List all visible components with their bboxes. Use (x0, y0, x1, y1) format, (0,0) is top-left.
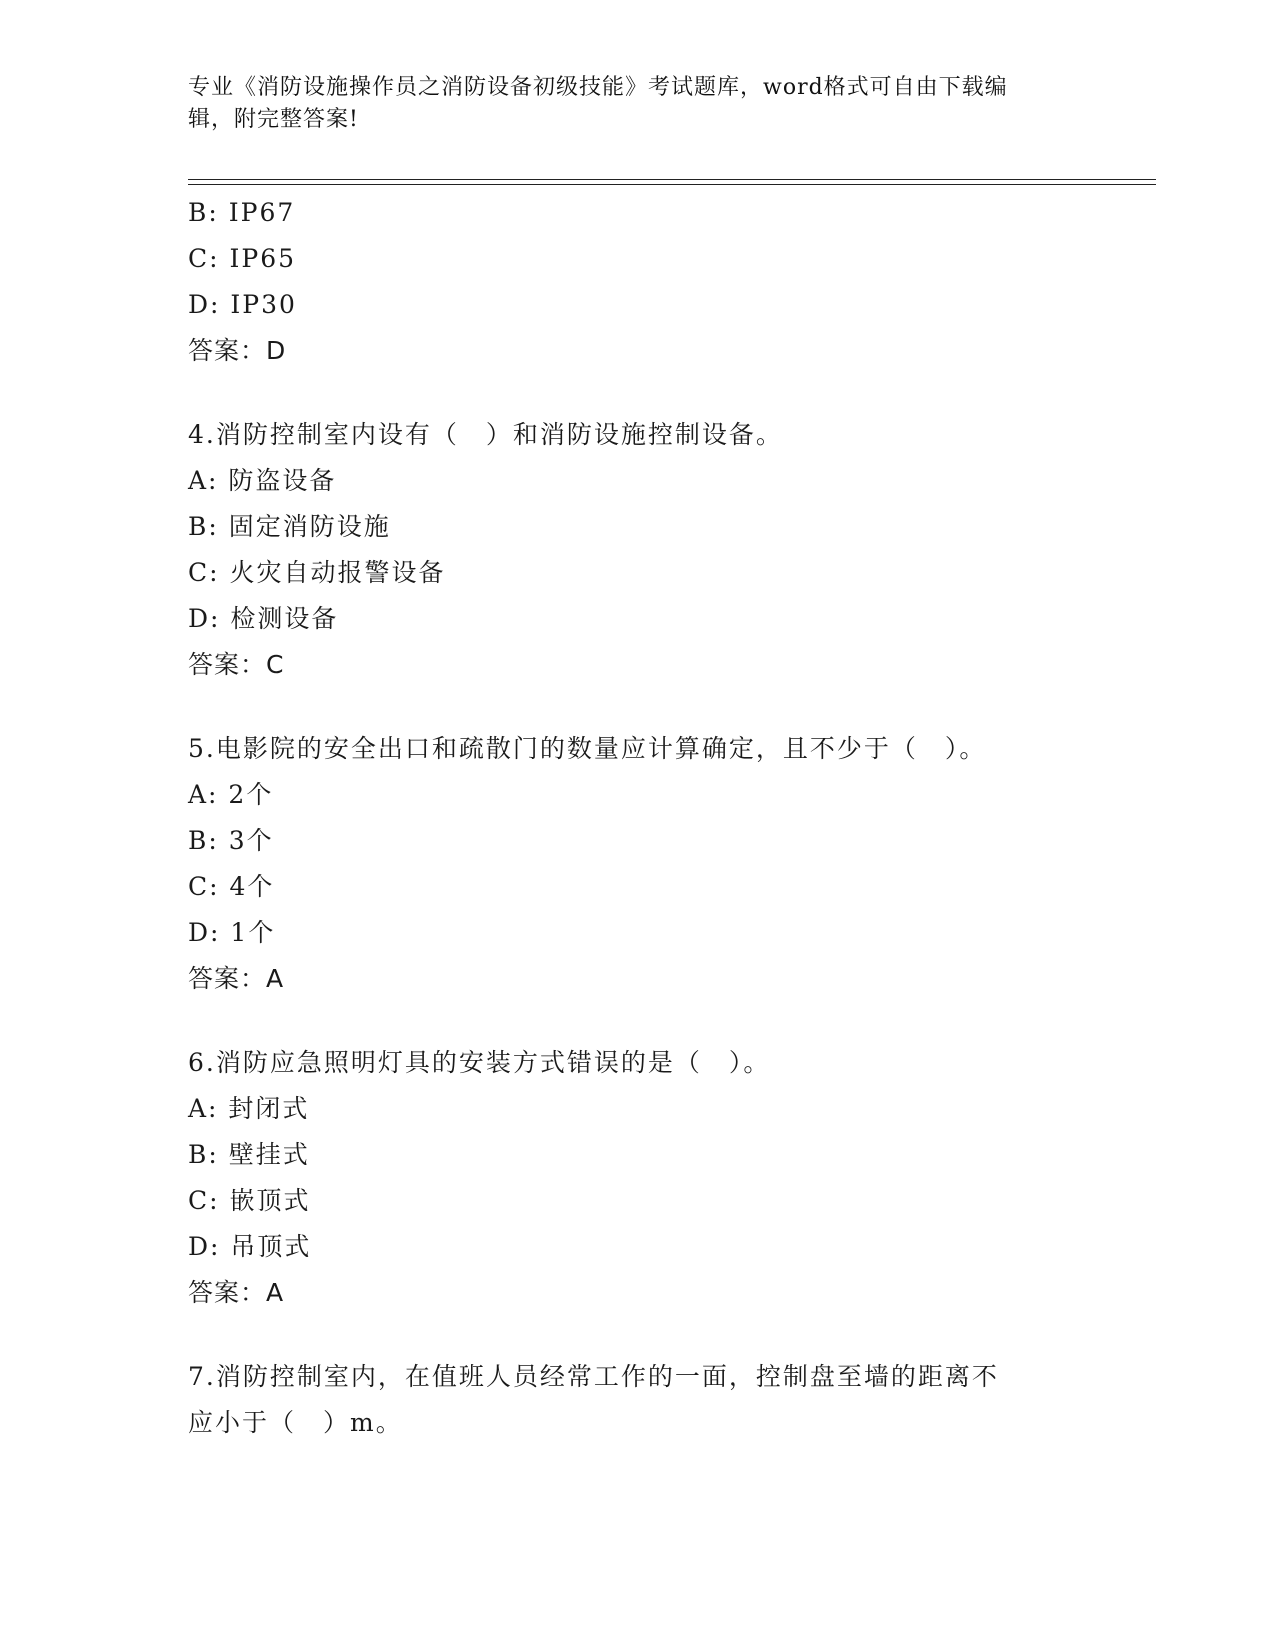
answer: 答案：A (188, 964, 285, 993)
question-text-line-1: 7.消防控制室内，在值班人员经常工作的一面，控制盘至墙的距离不 (188, 1362, 999, 1391)
answer: 答案：D (188, 336, 287, 365)
question-7 (188, 1354, 1128, 1446)
option-b: B: 固定消防设施 (188, 512, 391, 541)
option-c: C: IP65 (188, 244, 297, 273)
question-text: 6.消防应急照明灯具的安装方式错误的是（ ）。 (188, 1048, 771, 1077)
header-line-1: 专业《消防设施操作员之消防设备初级技能》考试题库，word格式可自由下载编 (188, 75, 1008, 100)
option-b: B: 3个 (188, 826, 274, 855)
option-b: B: 壁挂式 (188, 1140, 310, 1169)
option-b: B: IP67 (188, 198, 296, 227)
option-a: A: 防盗设备 (188, 466, 337, 495)
option-c: C: 4个 (188, 872, 275, 901)
option-d: D: 检测设备 (188, 604, 339, 633)
answer: 答案：A (188, 1278, 285, 1307)
option-c: C: 嵌顶式 (188, 1186, 311, 1215)
question-list (188, 190, 1128, 1446)
question-text-line-2: 应小于（ ）m。 (188, 1408, 403, 1437)
option-c: C: 火灾自动报警设备 (188, 558, 446, 587)
question-5 (188, 726, 1128, 1002)
question-4 (188, 412, 1128, 688)
option-a: A: 2个 (188, 780, 274, 809)
question-text: 5.电影院的安全出口和疏散门的数量应计算确定，且不少于（ ）。 (188, 734, 987, 763)
question-6 (188, 1040, 1128, 1316)
option-d: D: IP30 (188, 290, 297, 319)
header-line-2: 辑，附完整答案! (188, 107, 359, 132)
answer: 答案：C (188, 650, 285, 679)
option-a: A: 封闭式 (188, 1094, 310, 1123)
question-text: 4.消防控制室内设有（ ）和消防设施控制设备。 (188, 420, 783, 449)
document-header (188, 72, 1088, 136)
option-d: D: 1个 (188, 918, 276, 947)
question-3 (188, 190, 1128, 374)
option-d: D: 吊顶式 (188, 1232, 312, 1261)
header-divider (188, 179, 1156, 185)
